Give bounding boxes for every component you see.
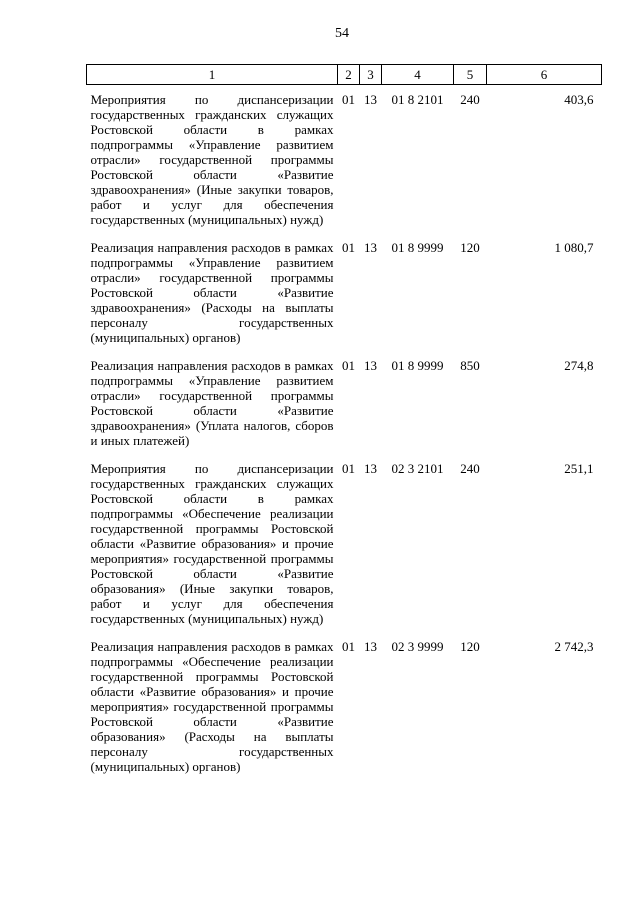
row-pr: 13 (364, 639, 377, 654)
page-number: 54 (335, 26, 349, 41)
row-csr: 02 3 2101 (391, 461, 444, 476)
table-row (87, 85, 602, 241)
row-csr: 01 8 9999 (391, 240, 444, 255)
row-amount: 403,6 (564, 92, 594, 107)
header-col-4: 4 (382, 65, 454, 85)
budget-table (86, 64, 602, 787)
row-rz: 01 (342, 240, 355, 255)
header-col-1: 1 (87, 65, 338, 85)
header-col-3: 3 (360, 65, 382, 85)
row-pr: 13 (364, 240, 377, 255)
row-amount: 1 080,7 (554, 240, 594, 255)
row-description: Реализация направления расходов в рамках подпрограммы «Обеспечение реализации государственной программы Ростовской области «Развитие образования» и прочие мероприятия» государственной программы Ростовской области «Развитие образования» (Расходы на выплаты персоналу государственных (муниципальных) органов) (90, 639, 334, 774)
row-vr: 240 (460, 92, 480, 107)
row-pr: 13 (364, 461, 377, 476)
row-description: Реализация направления расходов в рамках подпрограммы «Управление развитием отрасли» государственной программы Ростовской области «Развитие здравоохранения» (Расходы на выплаты персоналу государственных (муниципальных) органов) (90, 240, 334, 345)
row-vr: 240 (460, 461, 480, 476)
row-csr: 01 8 2101 (391, 92, 444, 107)
header-col-6: 6 (487, 65, 602, 85)
table-header (87, 65, 602, 85)
row-pr: 13 (364, 92, 377, 107)
row-vr: 850 (460, 358, 480, 373)
row-csr: 02 3 9999 (391, 639, 444, 654)
header-col-2: 2 (338, 65, 360, 85)
table-body (87, 85, 602, 788)
table-row (87, 358, 602, 461)
row-pr: 13 (364, 358, 377, 373)
row-rz: 01 (342, 639, 355, 654)
row-csr: 01 8 9999 (391, 358, 444, 373)
row-description: Реализация направления расходов в рамках подпрограммы «Управление развитием отрасли» государственной программы Ростовской области «Развитие здравоохранения» (Уплата налогов, сборов и иных платежей) (90, 358, 334, 448)
row-rz: 01 (342, 358, 355, 373)
row-amount: 2 742,3 (554, 639, 594, 654)
row-amount: 251,1 (564, 461, 594, 476)
row-description: Мероприятия по диспансеризации государственных гражданских служащих Ростовской области в рамках подпрограммы «Управление развитием отрасли» государственной программы Ростовской области «Развитие здравоохранения» (Иные закупки товаров, работ и услуг для обеспечения государственных (муниципальных) нужд) (90, 92, 334, 227)
header-col-5: 5 (454, 65, 487, 85)
table-row (87, 240, 602, 358)
row-rz: 01 (342, 461, 355, 476)
row-rz: 01 (342, 92, 355, 107)
row-amount: 274,8 (564, 358, 594, 373)
table-row (87, 639, 602, 787)
row-vr: 120 (460, 240, 480, 255)
table-row (87, 461, 602, 639)
row-vr: 120 (460, 639, 480, 654)
header-row (87, 65, 602, 85)
row-description: Мероприятия по диспансеризации государственных гражданских служащих Ростовской области в рамках подпрограммы «Обеспечение реализации государственной программы Ростовской области «Развитие образования» и прочие мероприятия» государственной программы Ростовской области «Развитие образования» (Иные закупки товаров, работ и услуг для обеспечения государственных (муниципальных) нужд) (90, 461, 334, 626)
